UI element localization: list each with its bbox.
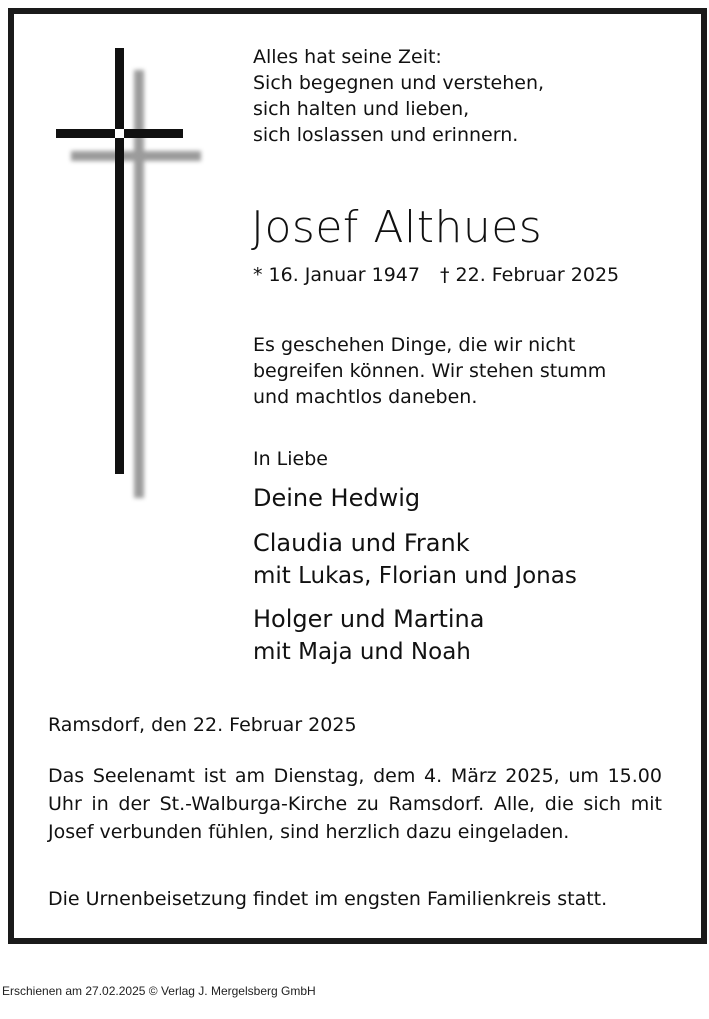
mourner-family-1-children: mit Lukas, Florian und Jonas: [253, 563, 577, 589]
mourner-spouse: Deine Hedwig: [253, 484, 421, 512]
poem-line: Alles hat seine Zeit:: [253, 46, 442, 68]
cross-shape: [56, 48, 183, 474]
service-notice: Das Seelenamt ist am Dienstag, dem 4. März 2025, um 15.00 Uhr in der St.-Walburga-Kirche zu Ramsdorf. Alle, die sich mit Josef verbunden fühlen, sind herzlich dazu eingeladen.: [48, 765, 662, 843]
poem-line: sich loslassen und erinnern.: [253, 124, 519, 146]
verse: [253, 332, 606, 410]
verse-line: und machtlos daneben.: [253, 386, 478, 408]
verse-line: Es geschehen Dinge, die wir nicht: [253, 334, 576, 356]
urn-notice: Die Urnenbeisetzung findet im engsten Familienkreis statt.: [48, 888, 608, 910]
verse-line: begreifen können. Wir stehen stumm: [253, 360, 607, 382]
poem: [253, 44, 544, 148]
mourner-family-2: Holger und Martina: [253, 605, 485, 633]
place-date: Ramsdorf, den 22. Februar 2025: [48, 714, 357, 736]
birth-date: * 16. Januar 1947: [253, 264, 420, 286]
life-dates: [253, 264, 619, 286]
deceased-name: Josef Althues: [251, 202, 543, 253]
obituary-frame: [8, 8, 707, 944]
mourner-family-2-children: mit Maja und Noah: [253, 639, 471, 665]
mourner-family-1: Claudia und Frank: [253, 529, 470, 557]
death-date: † 22. Februar 2025: [439, 264, 620, 286]
poem-line: sich halten und lieben,: [253, 98, 470, 120]
publication-footer: Erschienen am 27.02.2025 © Verlag J. Mergelsberg GmbH: [2, 984, 316, 998]
cross-icon: [14, 14, 234, 534]
mourners-intro: In Liebe: [253, 448, 328, 470]
poem-line: Sich begegnen und verstehen,: [253, 72, 545, 94]
